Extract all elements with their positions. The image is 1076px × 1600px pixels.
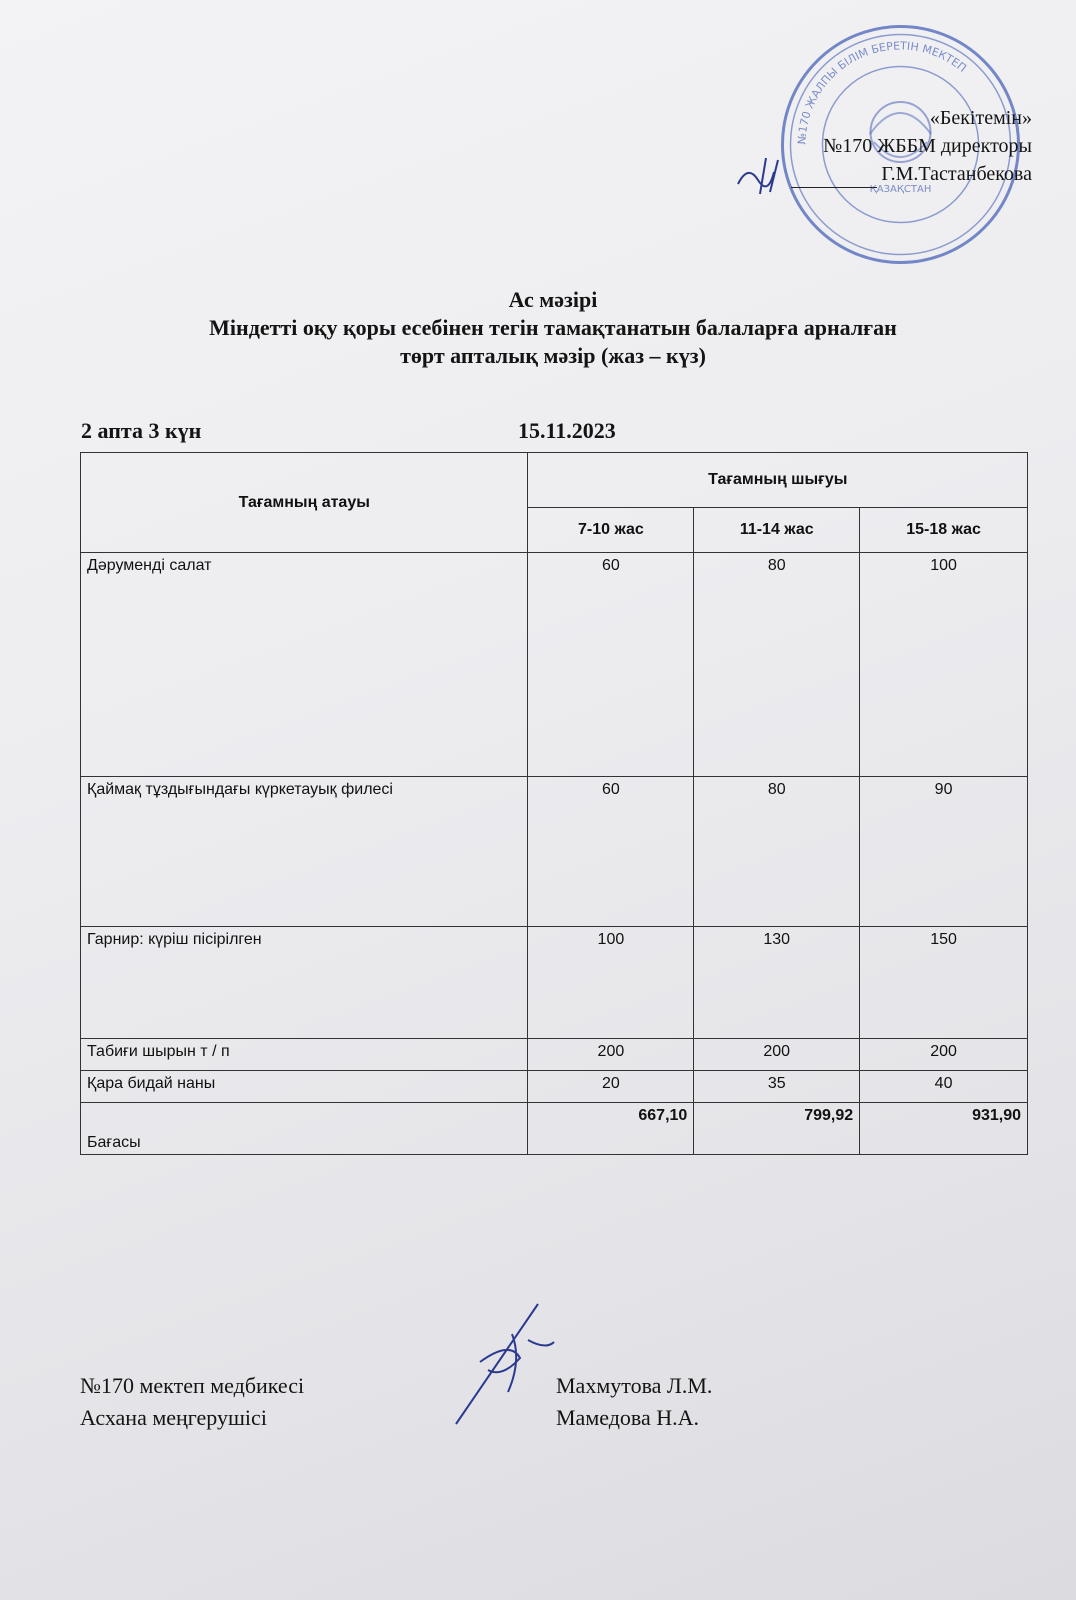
week-day-label: 2 апта 3 күн bbox=[81, 418, 202, 443]
portion-value: 60 bbox=[528, 777, 694, 927]
canteen-name: Мамедова Н.А. bbox=[556, 1405, 700, 1430]
approval-block bbox=[791, 104, 1032, 188]
table-header-row bbox=[81, 453, 1028, 508]
portion-value: 130 bbox=[694, 927, 860, 1039]
table-row bbox=[81, 927, 1028, 1039]
portion-value: 100 bbox=[528, 927, 694, 1039]
column-header-output: Тағамның шығуы bbox=[528, 453, 1028, 508]
table-row bbox=[81, 553, 1028, 777]
approval-title: «Бекітемін» bbox=[929, 107, 1032, 129]
footer-roles bbox=[80, 1370, 304, 1434]
table-row bbox=[81, 777, 1028, 927]
age-group-11-14: 11-14 жас bbox=[694, 508, 860, 553]
portion-value: 200 bbox=[528, 1039, 694, 1071]
menu-date: 15.11.2023 bbox=[518, 418, 616, 443]
portion-value: 20 bbox=[528, 1071, 694, 1103]
portion-value: 80 bbox=[694, 553, 860, 777]
menu-subtitle-1: Міндетті оқу қоры есебінен тегін тамақтанатын балаларға арналған bbox=[209, 315, 897, 340]
dish-name: Дәруменді салат bbox=[81, 553, 528, 777]
column-header-dish: Тағамның атауы bbox=[81, 453, 528, 553]
approval-name: Г.М.Тастанбекова bbox=[881, 163, 1032, 185]
portion-value: 200 bbox=[860, 1039, 1028, 1071]
price-value: 931,90 bbox=[860, 1103, 1028, 1155]
canteen-role: Асхана меңгерушісі bbox=[80, 1405, 267, 1430]
table-row bbox=[81, 1071, 1028, 1103]
approval-name-row bbox=[791, 160, 1032, 188]
portion-value: 40 bbox=[860, 1071, 1028, 1103]
portion-value: 80 bbox=[694, 777, 860, 927]
nurse-name: Махмутова Л.М. bbox=[556, 1373, 713, 1398]
stamp-ring-text: №170 ЖАЛПЫ БІЛІМ БЕРЕТІН МЕКТЕП bbox=[795, 39, 969, 145]
portion-value: 150 bbox=[860, 927, 1028, 1039]
dish-name: Гарнир: күріш пісірілген bbox=[81, 927, 528, 1039]
portion-value: 90 bbox=[860, 777, 1028, 927]
dish-name: Қара бидай наны bbox=[81, 1071, 528, 1103]
nurse-signature bbox=[450, 1300, 570, 1430]
price-row bbox=[81, 1103, 1028, 1155]
signature-line bbox=[791, 167, 877, 188]
menu-header bbox=[0, 286, 1076, 370]
menu-subtitle-2: төрт апталық мәзір (жаз – күз) bbox=[400, 343, 706, 368]
age-group-7-10: 7-10 жас bbox=[528, 508, 694, 553]
table-row bbox=[81, 1039, 1028, 1071]
dish-name: Қаймақ тұздығындағы күркетауық филесі bbox=[81, 777, 528, 927]
approval-position: №170 ЖББМ директоры bbox=[823, 135, 1032, 157]
portion-value: 35 bbox=[694, 1071, 860, 1103]
dish-name: Табиғи шырын т / п bbox=[81, 1039, 528, 1071]
portion-value: 200 bbox=[694, 1039, 860, 1071]
portion-value: 100 bbox=[860, 553, 1028, 777]
menu-table bbox=[80, 452, 1028, 1155]
director-signature bbox=[730, 150, 800, 200]
menu-title: Ас мәзірі bbox=[508, 287, 598, 312]
stamp-center-text: ҚАЗАҚСТАН bbox=[869, 184, 932, 195]
portion-value: 60 bbox=[528, 553, 694, 777]
age-group-15-18: 15-18 жас bbox=[860, 508, 1028, 553]
footer-names bbox=[556, 1370, 712, 1434]
price-value: 667,10 bbox=[528, 1103, 694, 1155]
price-label: Бағасы bbox=[81, 1103, 528, 1155]
nurse-role: №170 мектеп медбикесі bbox=[80, 1373, 305, 1398]
price-value: 799,92 bbox=[694, 1103, 860, 1155]
